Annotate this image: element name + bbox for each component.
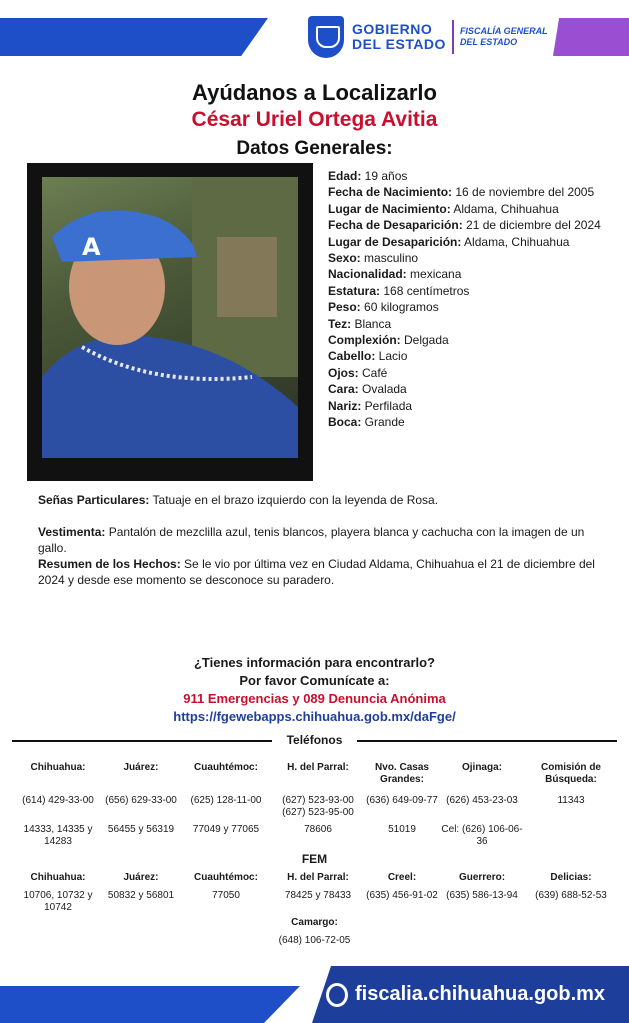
vestimenta-paragraph	[38, 524, 598, 557]
table-header: Ojinaga:	[461, 762, 502, 773]
table-cell: 78606	[304, 824, 332, 835]
detail-value: Perfilada	[361, 398, 413, 413]
person-name: César Uriel Ortega Avitia	[191, 108, 438, 131]
government-logo	[308, 16, 548, 58]
table-cell: 56455 y 56319	[107, 824, 175, 835]
detail-label: Ojos:	[328, 365, 359, 380]
gobierno-text	[352, 22, 446, 52]
table-cell: 77049 y 77065	[192, 824, 260, 835]
table-header: Cuauhtémoc:	[194, 762, 258, 773]
detail-row	[328, 217, 612, 233]
table-header: Guerrero:	[458, 872, 506, 883]
table-cell: 14333, 14335 y 14283	[23, 824, 93, 847]
detail-value: Blanca	[351, 316, 392, 331]
del-estado-label: DEL ESTADO	[352, 36, 446, 52]
table-cell: (635) 586-13-94	[446, 890, 518, 901]
vestimenta-value: Pantalón de mezclilla azul, tenis blancos, playera blanca y cachucha con la imagen de un gallo.	[38, 525, 585, 556]
person-photo	[27, 163, 313, 481]
detail-value: 19 años	[361, 169, 408, 183]
cta-emergency: 911 Emergencias y 089 Denuncia Anónima	[183, 691, 446, 706]
fiscalia-text	[460, 26, 548, 48]
table-header: Creel:	[387, 872, 417, 883]
table-cell: (614) 429-33-00	[22, 795, 94, 806]
resumen-paragraph	[38, 556, 598, 589]
detail-value: Lacio	[375, 349, 408, 364]
table-header: Chihuahua:	[30, 872, 86, 883]
photo-image	[42, 177, 298, 458]
table-header: Delicias:	[550, 872, 592, 883]
table-cell: (656) 629-33-00	[105, 795, 177, 806]
footer-bar-left	[0, 986, 300, 1023]
detail-row	[328, 348, 612, 364]
table-cell: Cel: (626) 106-06-36	[441, 824, 523, 847]
detail-row	[328, 283, 612, 299]
telefonos-title: Teléfonos	[286, 733, 343, 747]
table-cell: 10706, 10732 y 10742	[23, 890, 93, 913]
fiscalia-line2: DEL ESTADO	[459, 37, 518, 47]
table-cell: 11343	[557, 795, 585, 806]
detail-row	[328, 332, 612, 348]
detail-label: Lugar de Desaparición:	[328, 234, 462, 249]
table-cell: (627) 523-93-00 (627) 523-95-00	[282, 795, 354, 818]
detail-label: Sexo:	[328, 251, 361, 266]
senas-value: Tatuaje en el brazo izquierdo con la leyenda de Rosa.	[149, 493, 439, 507]
detail-row	[328, 414, 612, 430]
detail-row	[328, 184, 612, 200]
detail-label: Cara:	[328, 382, 359, 397]
table-header: Chihuahua:	[30, 762, 86, 773]
table-cell: (625) 128-11-00	[190, 795, 262, 806]
footer-website-link[interactable]: fiscalia.chihuahua.gob.mx	[355, 983, 606, 1005]
detail-label: Nacionalidad:	[328, 267, 407, 282]
person-details	[328, 168, 612, 431]
detail-label: Boca:	[328, 415, 362, 430]
table-cell: 78425 y 78433	[284, 890, 352, 901]
detail-label: Cabello:	[328, 349, 376, 364]
table-cell: (639) 688-52-53	[535, 890, 607, 901]
fem-headers	[14, 872, 618, 884]
telefonos-row2	[14, 824, 618, 848]
table-cell	[524, 824, 618, 848]
telefonos-row1	[14, 795, 618, 819]
table-cell: 77050	[212, 890, 240, 901]
detail-value: 16 de noviembre del 2005	[452, 185, 595, 200]
header-bar-right	[553, 18, 629, 56]
detail-row	[328, 381, 612, 397]
table-header: Juárez:	[123, 762, 159, 773]
detail-row	[328, 365, 612, 381]
table-cell: (626) 453-23-03	[446, 795, 518, 806]
table-header: H. del Parral:	[287, 762, 349, 773]
fiscalia-line1: FISCALÍA GENERAL	[459, 26, 548, 36]
detail-row	[328, 316, 612, 332]
table-cell: 51019	[388, 824, 416, 835]
detail-value: Delgada	[400, 333, 449, 348]
detail-value: 60 kilogramos	[360, 300, 439, 315]
detail-value: 21 de diciembre del 2024	[462, 218, 601, 233]
table-cell: 50832 y 56801	[107, 890, 175, 901]
detail-label: Nariz:	[328, 398, 362, 413]
table-header: Comisión de Búsqueda:	[540, 762, 601, 785]
section-title: Datos Generales:	[236, 138, 393, 159]
table-header: H. del Parral:	[287, 872, 349, 883]
vestimenta-label: Vestimenta:	[38, 525, 106, 539]
table-header: Nvo. Casas Grandes:	[375, 762, 429, 785]
detail-label: Fecha de Nacimiento:	[328, 185, 453, 200]
fem-title: FEM	[301, 852, 328, 866]
table-header: Juárez:	[123, 872, 159, 883]
gobierno-label: GOBIERNO	[352, 21, 433, 37]
detail-value: mexicana	[406, 267, 462, 282]
detail-row	[328, 266, 612, 282]
fingerprint-icon	[326, 983, 348, 1007]
detail-value: masculino	[360, 251, 419, 266]
detail-value: Aldama, Chihuahua	[450, 201, 559, 216]
detail-value: Aldama, Chihuahua	[461, 234, 570, 249]
shield-icon	[308, 16, 344, 58]
detail-label: Complexión:	[328, 333, 401, 348]
detail-row	[328, 234, 612, 250]
page-title: Ayúdanos a Localizarlo	[192, 80, 437, 105]
detail-value: Ovalada	[358, 382, 407, 397]
cta-question: ¿Tienes información para encontrarlo?	[193, 655, 436, 670]
table-cell: (636) 649-09-77	[366, 795, 438, 806]
detail-value: Café	[358, 365, 388, 380]
detail-label: Estatura:	[328, 283, 381, 298]
detail-row	[328, 201, 612, 217]
cta-url-link[interactable]: https://fgewebapps.chihuahua.gob.mx/daFge/	[173, 709, 456, 724]
detail-label: Tez:	[328, 316, 352, 331]
table-cell: (635) 456-91-02	[366, 890, 438, 901]
senas-paragraph	[38, 492, 598, 508]
detail-label: Fecha de Desaparición:	[328, 218, 463, 233]
logo-separator	[452, 20, 454, 54]
detail-row	[328, 168, 612, 184]
detail-row	[328, 250, 612, 266]
telefonos-headers	[14, 762, 618, 786]
detail-value: Grande	[361, 415, 405, 430]
cta-contact: Por favor Comunícate a:	[239, 673, 390, 688]
camargo-label: Camargo:	[291, 917, 338, 928]
portrait-illustration	[42, 177, 298, 458]
resumen-label: Resumen de los Hechos:	[38, 557, 181, 571]
resumen-value: Se le vio por última vez en Ciudad Aldama, Chihuahua el 21 de diciembre del 2024 y desde ese momento se desconoce su paradero.	[38, 557, 595, 588]
detail-value: 168 centímetros	[380, 283, 470, 298]
header-bar-left	[0, 18, 268, 56]
senas-label: Señas Particulares:	[38, 493, 150, 507]
detail-label: Edad:	[328, 169, 362, 183]
detail-label: Peso:	[328, 300, 361, 315]
table-header: Cuauhtémoc:	[194, 872, 258, 883]
svg-text:A: A	[82, 233, 101, 261]
detail-row	[328, 398, 612, 414]
camargo-phone: (648) 106-72-05	[278, 935, 351, 946]
detail-label: Lugar de Nacimiento:	[328, 201, 451, 216]
fem-row1	[14, 890, 618, 914]
detail-row	[328, 299, 612, 315]
